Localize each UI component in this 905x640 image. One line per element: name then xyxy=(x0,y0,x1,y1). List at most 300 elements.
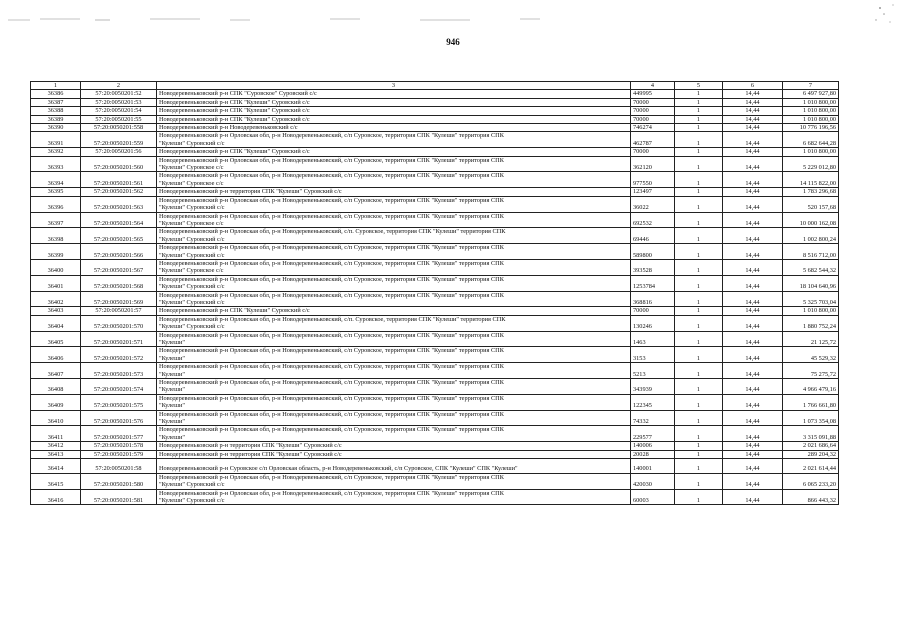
area-cell: 1463 xyxy=(631,331,675,347)
quantity-cell: 1 xyxy=(675,379,723,395)
address-line-1: Новодеревеньковский р-н Орловская обл, р-н Новодеревеньковский, с/п Суровское, территория СПК "Кулеши" территория СПК xyxy=(159,489,504,497)
address-line-2: "Кулеши" xyxy=(159,433,185,441)
address-cell xyxy=(157,115,631,123)
address-line-1: Новодеревеньковский р-н Орловская обл, р-н Новодеревеньковский, с/п Суровское, территория СПК "Кулеши" территория СПК xyxy=(159,473,504,481)
address-line-1: Новодеревеньковский р-н СПК "Кулеши" Суровский с/с xyxy=(159,98,310,106)
table-row xyxy=(31,115,839,123)
rate-cell: 14,44 xyxy=(723,394,783,410)
cadastral-number: 57:20:0050201:54 xyxy=(81,107,157,115)
address-cell xyxy=(157,188,631,196)
quantity-cell: 1 xyxy=(675,196,723,212)
area-cell: 70000 xyxy=(631,98,675,106)
cadastral-number: 57:20:0050201:573 xyxy=(81,363,157,379)
area-cell: 368816 xyxy=(631,291,675,307)
value-cell: 5 325 703,04 xyxy=(783,291,839,307)
rate-cell: 14,44 xyxy=(723,347,783,363)
quantity-cell: 1 xyxy=(675,90,723,98)
cadastral-number: 57:20:0050201:559 xyxy=(81,132,157,148)
address-line-1: Новодеревеньковский р-н СПК "Кулеши" Суровский с/с xyxy=(159,148,310,156)
rate-cell: 14,44 xyxy=(723,307,783,315)
value-cell: 18 104 640,96 xyxy=(783,275,839,291)
cadastral-number: 57:20:0050201:581 xyxy=(81,489,157,505)
quantity-cell: 1 xyxy=(675,442,723,450)
row-number: 36394 xyxy=(31,172,81,188)
address-cell xyxy=(157,107,631,115)
address-line-1: Новодеревеньковский р-н Суровское с/п Орловская область, р-н Новодеревеньковский, с/п Суровское, СПК "Кулеши" СПК "Кулеши" xyxy=(159,465,518,473)
address-line-2: "Кулеши" Суровское с/с xyxy=(159,267,224,275)
table-row xyxy=(31,228,839,244)
rate-cell: 14,44 xyxy=(723,363,783,379)
page-number: 946 xyxy=(446,37,460,47)
value-cell: 1 002 800,24 xyxy=(783,228,839,244)
address-line-2: "Кулеши" Суровский с/с xyxy=(159,204,225,212)
address-line-1: Новодеревеньковский р-н СПК "Суровское" Суровский с/с xyxy=(159,90,317,98)
address-cell xyxy=(157,124,631,132)
address-line-2: "Кулеши" Суровский с/с xyxy=(159,481,225,489)
address-line-2: "Кулеши" Суровский с/с xyxy=(159,298,225,306)
address-line-2: "Кулеши" Суровский с/с xyxy=(159,496,225,504)
table-row xyxy=(31,459,839,474)
area-cell: 420030 xyxy=(631,473,675,489)
area-cell: 229577 xyxy=(631,426,675,442)
quantity-cell: 1 xyxy=(675,132,723,148)
row-number: 36408 xyxy=(31,379,81,395)
rate-cell: 14,44 xyxy=(723,315,783,331)
address-line-1: Новодеревеньковский р-н Орловская обл, р-н Новодеревеньковский, с/п Суровское, территория СПК "Кулеши" территория СПК xyxy=(159,259,504,267)
cadastral-number: 57:20:0050201:567 xyxy=(81,259,157,275)
row-number: 36395 xyxy=(31,188,81,196)
address-cell xyxy=(157,90,631,98)
address-line-1: Новодеревеньковский р-н Орловская обл, р-н Новодеревеньковский, с/п Суровское, территория СПК "Кулеши" территория СПК xyxy=(159,426,504,434)
cadastral-number: 57:20:0050201:576 xyxy=(81,410,157,426)
rate-cell: 14,44 xyxy=(723,132,783,148)
quantity-cell: 1 xyxy=(675,148,723,156)
table-row xyxy=(31,426,839,442)
rate-cell: 14,44 xyxy=(723,228,783,244)
area-cell: 140006 xyxy=(631,442,675,450)
cadastral-number: 57:20:0050201:575 xyxy=(81,394,157,410)
quantity-cell: 1 xyxy=(675,244,723,260)
address-line-1: Новодеревеньковский р-н Орловская обл, р-н Новодеревеньковский, с/п Суровское, территория СПК "Кулеши" территория СПК xyxy=(159,291,504,299)
row-number: 36416 xyxy=(31,489,81,505)
rate-cell: 14,44 xyxy=(723,442,783,450)
address-line-1: Новодеревеньковский р-н Орловская обл, р-н Новодеревеньковский, с/п. Суровское, территория СПК "Кулеши" территория СПК xyxy=(159,228,506,236)
address-line-1: Новодеревеньковский р-н Орловская обл, р-н Новодеревеньковский, с/п Суровское, территория СПК "Кулеши" территория СПК xyxy=(159,212,504,220)
rate-cell: 14,44 xyxy=(723,124,783,132)
row-number: 36413 xyxy=(31,450,81,458)
area-cell: 70000 xyxy=(631,307,675,315)
value-cell: 289 204,32 xyxy=(783,450,839,458)
row-number: 36387 xyxy=(31,98,81,106)
quantity-cell: 1 xyxy=(675,124,723,132)
address-line-1: Новодеревеньковский р-н Орловская обл, р-н Новодеревеньковский, с/п Суровское, территория СПК "Кулеши" территория СПК xyxy=(159,132,504,140)
table-row xyxy=(31,315,839,331)
value-cell: 4 966 479,16 xyxy=(783,379,839,395)
rate-cell: 14,44 xyxy=(723,259,783,275)
area-cell: 74332 xyxy=(631,410,675,426)
value-cell: 45 529,32 xyxy=(783,347,839,363)
row-number: 36399 xyxy=(31,244,81,260)
quantity-cell: 1 xyxy=(675,212,723,228)
area-cell: 692532 xyxy=(631,212,675,228)
quantity-cell: 1 xyxy=(675,259,723,275)
value-cell: 10 000 162,08 xyxy=(783,212,839,228)
quantity-cell: 1 xyxy=(675,228,723,244)
cadastral-number: 57:20:0050201:580 xyxy=(81,473,157,489)
address-cell xyxy=(157,196,631,212)
col-header-7: 7 xyxy=(783,82,839,90)
col-header-3: 3 xyxy=(157,82,631,90)
address-cell xyxy=(157,172,631,188)
rate-cell: 14,44 xyxy=(723,212,783,228)
col-header-4: 4 xyxy=(631,82,675,90)
quantity-cell: 1 xyxy=(675,347,723,363)
table-row xyxy=(31,331,839,347)
quantity-cell: 1 xyxy=(675,426,723,442)
row-number: 36402 xyxy=(31,291,81,307)
quantity-cell: 1 xyxy=(675,156,723,172)
address-line-2: "Кулеши" Суровский с/с xyxy=(159,323,225,331)
quantity-cell: 1 xyxy=(675,315,723,331)
value-cell: 1 073 354,08 xyxy=(783,410,839,426)
quantity-cell: 1 xyxy=(675,410,723,426)
value-cell: 5 229 012,80 xyxy=(783,156,839,172)
address-line-2: "Кулеши" xyxy=(159,418,185,426)
address-cell xyxy=(157,212,631,228)
row-number: 36410 xyxy=(31,410,81,426)
address-line-2: "Кулеши" xyxy=(159,386,185,394)
cadastral-number: 57:20:0050201:569 xyxy=(81,291,157,307)
address-line-2: "Кулеши" Суровский с/с xyxy=(159,235,225,243)
rate-cell: 14,44 xyxy=(723,450,783,458)
table-row xyxy=(31,98,839,106)
cadastral-number: 57:20:0050201:572 xyxy=(81,347,157,363)
rate-cell: 14,44 xyxy=(723,473,783,489)
address-line-1: Новодеревеньковский р-н Орловская обл, р-н Новодеревеньковский, с/п Суровское, территория СПК "Кулеши" территория СПК xyxy=(159,156,504,164)
table-row xyxy=(31,107,839,115)
quantity-cell: 1 xyxy=(675,363,723,379)
row-number: 36390 xyxy=(31,124,81,132)
cadastral-number: 57:20:0050201:577 xyxy=(81,426,157,442)
value-cell: 2 021 614,44 xyxy=(783,459,839,474)
address-line-1: Новодеревеньковский р-н Орловская обл, р-н Новодеревеньковский, с/п Суровское, территория СПК "Кулеши" территория СПК xyxy=(159,379,504,387)
quantity-cell: 1 xyxy=(675,473,723,489)
area-cell: 977550 xyxy=(631,172,675,188)
col-header-1: 1 xyxy=(31,82,81,90)
table-row xyxy=(31,307,839,315)
address-cell xyxy=(157,244,631,260)
cadastral-number: 57:20:0050201:568 xyxy=(81,275,157,291)
address-cell xyxy=(157,379,631,395)
table-row xyxy=(31,124,839,132)
area-cell: 5213 xyxy=(631,363,675,379)
area-cell: 343939 xyxy=(631,379,675,395)
rate-cell: 14,44 xyxy=(723,244,783,260)
address-cell xyxy=(157,98,631,106)
cadastral-number: 57:20:0050201:563 xyxy=(81,196,157,212)
value-cell: 520 157,68 xyxy=(783,196,839,212)
area-cell: 60003 xyxy=(631,489,675,505)
value-cell: 1 010 800,00 xyxy=(783,115,839,123)
area-cell: 393528 xyxy=(631,259,675,275)
table-row xyxy=(31,473,839,489)
row-number: 36400 xyxy=(31,259,81,275)
rate-cell: 14,44 xyxy=(723,196,783,212)
address-line-1: Новодеревеньковский р-н Орловская обл, р-н Новодеревеньковский, с/п Суровское, территория СПК "Кулеши" территория СПК xyxy=(159,172,504,180)
table-row xyxy=(31,489,839,505)
cadastral-number: 57:20:0050201:564 xyxy=(81,212,157,228)
address-line-2: "Кулеши" xyxy=(159,354,185,362)
rate-cell: 14,44 xyxy=(723,379,783,395)
address-line-2: "Кулеши" Суровское с/с xyxy=(159,164,224,172)
cadastral-number: 57:20:0050201:574 xyxy=(81,379,157,395)
col-header-5: 5 xyxy=(675,82,723,90)
rate-cell: 14,44 xyxy=(723,426,783,442)
row-number: 36388 xyxy=(31,107,81,115)
area-cell: 70000 xyxy=(631,115,675,123)
table-row xyxy=(31,450,839,458)
value-cell: 1 783 296,68 xyxy=(783,188,839,196)
table-row xyxy=(31,90,839,98)
address-line-1: Новодеревеньковский р-н территория СПК "Кулеши" Суровский с/с xyxy=(159,442,342,450)
area-cell: 449995 xyxy=(631,90,675,98)
cadastral-number: 57:20:0050201:52 xyxy=(81,90,157,98)
address-line-1: Новодеревеньковский р-н Орловская обл, р-н Новодеревеньковский, с/п Суровское, территория СПК "Кулеши" территория СПК xyxy=(159,196,504,204)
col-header-2: 2 xyxy=(81,82,157,90)
rate-cell: 14,44 xyxy=(723,172,783,188)
rate-cell: 14,44 xyxy=(723,489,783,505)
value-cell: 2 021 686,64 xyxy=(783,442,839,450)
table-row xyxy=(31,259,839,275)
table-row xyxy=(31,394,839,410)
table-row xyxy=(31,410,839,426)
cadastral-number: 57:20:0050201:560 xyxy=(81,156,157,172)
cadastral-number: 57:20:0050201:571 xyxy=(81,331,157,347)
col-header-6: 6 xyxy=(723,82,783,90)
value-cell: 1 880 752,24 xyxy=(783,315,839,331)
value-cell: 1 010 800,00 xyxy=(783,148,839,156)
value-cell: 1 010 800,00 xyxy=(783,98,839,106)
table-row xyxy=(31,244,839,260)
row-number: 36415 xyxy=(31,473,81,489)
address-cell xyxy=(157,473,631,489)
area-cell: 130246 xyxy=(631,315,675,331)
address-line-2: "Кулеши" Суровское с/с xyxy=(159,219,224,227)
table-row xyxy=(31,291,839,307)
table-row xyxy=(31,188,839,196)
table-row xyxy=(31,442,839,450)
cadastral-number: 57:20:0050201:578 xyxy=(81,442,157,450)
rate-cell: 14,44 xyxy=(723,188,783,196)
address-line-1: Новодеревеньковский р-н Орловская обл, р-н Новодеревеньковский, с/п Суровское, территория СПК "Кулеши" территория СПК xyxy=(159,394,504,402)
row-number: 36404 xyxy=(31,315,81,331)
rate-cell: 14,44 xyxy=(723,107,783,115)
cadastral-number: 57:20:0050201:558 xyxy=(81,124,157,132)
table-body xyxy=(31,90,839,505)
address-cell xyxy=(157,307,631,315)
value-cell: 1 010 800,00 xyxy=(783,307,839,315)
rate-cell: 14,44 xyxy=(723,148,783,156)
value-cell: 6 682 644,28 xyxy=(783,132,839,148)
address-line-2: "Кулеши" Суровский с/с xyxy=(159,251,225,259)
row-number: 36414 xyxy=(31,459,81,474)
address-line-1: Новодеревеньковский р-н Новодеревеньковский с/с xyxy=(159,124,298,132)
rate-cell: 14,44 xyxy=(723,331,783,347)
table-row xyxy=(31,148,839,156)
address-cell xyxy=(157,148,631,156)
area-cell: 140001 xyxy=(631,459,675,474)
area-cell: 1253784 xyxy=(631,275,675,291)
quantity-cell: 1 xyxy=(675,172,723,188)
area-cell: 362120 xyxy=(631,156,675,172)
quantity-cell: 1 xyxy=(675,331,723,347)
table-row xyxy=(31,172,839,188)
address-line-1: Новодеревеньковский р-н Орловская обл, р-н Новодеревеньковский, с/п. Суровское, территория СПК "Кулеши" территория СПК xyxy=(159,315,506,323)
cadastral-number: 57:20:0050201:55 xyxy=(81,115,157,123)
area-cell: 122345 xyxy=(631,394,675,410)
area-cell: 589800 xyxy=(631,244,675,260)
area-cell: 70000 xyxy=(631,148,675,156)
value-cell: 10 776 196,56 xyxy=(783,124,839,132)
address-cell xyxy=(157,132,631,148)
address-line-2: "Кулеши" xyxy=(159,402,185,410)
quantity-cell: 1 xyxy=(675,459,723,474)
row-number: 36412 xyxy=(31,442,81,450)
table-row xyxy=(31,212,839,228)
address-cell xyxy=(157,442,631,450)
address-line-2: "Кулеши" xyxy=(159,339,185,346)
row-number: 36391 xyxy=(31,132,81,148)
address-line-1: Новодеревеньковский р-н территория СПК "Кулеши" Суровский с/с xyxy=(159,188,342,196)
address-cell xyxy=(157,450,631,458)
address-cell xyxy=(157,156,631,172)
header-row xyxy=(31,82,839,90)
quantity-cell: 1 xyxy=(675,98,723,106)
quantity-cell: 1 xyxy=(675,450,723,458)
value-cell: 75 275,72 xyxy=(783,363,839,379)
quantity-cell: 1 xyxy=(675,394,723,410)
value-cell: 6 497 927,80 xyxy=(783,90,839,98)
cadastral-number: 57:20:0050201:56 xyxy=(81,148,157,156)
value-cell: 14 115 822,00 xyxy=(783,172,839,188)
quantity-cell: 1 xyxy=(675,489,723,505)
row-number: 36397 xyxy=(31,212,81,228)
address-line-1: Новодеревеньковский р-н Орловская обл, р-н Новодеревеньковский, с/п Суровское, территория СПК "Кулеши" территория СПК xyxy=(159,347,504,355)
area-cell: 746274 xyxy=(631,124,675,132)
row-number: 36401 xyxy=(31,275,81,291)
table-row xyxy=(31,196,839,212)
quantity-cell: 1 xyxy=(675,307,723,315)
area-cell: 3153 xyxy=(631,347,675,363)
row-number: 36411 xyxy=(31,426,81,442)
address-cell xyxy=(157,459,631,474)
address-line-1: Новодеревеньковский р-н Орловская обл, р-н Новодеревеньковский, с/п Суровское, территория СПК "Кулеши" территория СПК xyxy=(159,244,504,252)
row-number: 36403 xyxy=(31,307,81,315)
area-cell: 36022 xyxy=(631,196,675,212)
row-number: 36393 xyxy=(31,156,81,172)
address-cell xyxy=(157,331,631,347)
area-cell: 69446 xyxy=(631,228,675,244)
address-line-2: "Кулеши" Суровский с/с xyxy=(159,139,225,147)
address-line-2: "Кулеши" xyxy=(159,370,185,378)
cadastral-number: 57:20:0050201:570 xyxy=(81,315,157,331)
address-cell xyxy=(157,291,631,307)
address-line-1: Новодеревеньковский р-н СПК "Кулеши" Суровский с/с xyxy=(159,107,310,115)
cadastral-number: 57:20:0050201:566 xyxy=(81,244,157,260)
cadastral-number: 57:20:0050201:57 xyxy=(81,307,157,315)
quantity-cell: 1 xyxy=(675,275,723,291)
row-number: 36409 xyxy=(31,394,81,410)
address-line-1: Новодеревеньковский р-н Орловская обл, р-н Новодеревеньковский, с/п Суровское, территория СПК "Кулеши" территория СПК xyxy=(159,363,504,371)
address-cell xyxy=(157,275,631,291)
value-cell: 1 766 661,80 xyxy=(783,394,839,410)
address-line-2: "Кулеши" Суровское с/с xyxy=(159,179,224,187)
rate-cell: 14,44 xyxy=(723,410,783,426)
address-line-1: Новодеревеньковский р-н СПК "Кулеши" Суровский с/с xyxy=(159,115,310,123)
address-line-2: "Кулеши" Суровский с/с xyxy=(159,283,225,291)
address-cell xyxy=(157,394,631,410)
table-row xyxy=(31,363,839,379)
rate-cell: 14,44 xyxy=(723,90,783,98)
quantity-cell: 1 xyxy=(675,291,723,307)
table-row xyxy=(31,275,839,291)
cadastral-number: 57:20:0050201:561 xyxy=(81,172,157,188)
table-row xyxy=(31,132,839,148)
cadastral-number: 57:20:0050201:58 xyxy=(81,459,157,474)
address-line-1: Новодеревеньковский р-н СПК "Кулеши" Суровский с/с xyxy=(159,307,310,315)
row-number: 36396 xyxy=(31,196,81,212)
rate-cell: 14,44 xyxy=(723,98,783,106)
value-cell: 866 443,32 xyxy=(783,489,839,505)
table-row xyxy=(31,156,839,172)
row-number: 36398 xyxy=(31,228,81,244)
address-cell xyxy=(157,426,631,442)
row-number: 36405 xyxy=(31,331,81,347)
area-cell: 462787 xyxy=(631,132,675,148)
address-cell xyxy=(157,259,631,275)
quantity-cell: 1 xyxy=(675,115,723,123)
quantity-cell: 1 xyxy=(675,107,723,115)
table-row xyxy=(31,379,839,395)
value-cell: 3 315 091,88 xyxy=(783,426,839,442)
quantity-cell: 1 xyxy=(675,188,723,196)
row-number: 36392 xyxy=(31,148,81,156)
value-cell: 8 516 712,00 xyxy=(783,244,839,260)
cadastral-number: 57:20:0050201:565 xyxy=(81,228,157,244)
area-cell: 123497 xyxy=(631,188,675,196)
address-cell xyxy=(157,410,631,426)
address-line-1: Новодеревеньковский р-н Орловская обл, р-н Новодеревеньковский, с/п Суровское, территория СПК "Кулеши" территория СПК xyxy=(159,331,504,339)
value-cell: 21 125,72 xyxy=(783,331,839,347)
address-cell xyxy=(157,363,631,379)
address-cell xyxy=(157,489,631,505)
row-number: 36406 xyxy=(31,347,81,363)
address-cell xyxy=(157,347,631,363)
cadastral-number: 57:20:0050201:579 xyxy=(81,450,157,458)
address-cell xyxy=(157,315,631,331)
address-line-1: Новодеревеньковский р-н территория СПК "Кулеши" Суровский с/с xyxy=(159,450,342,458)
value-cell: 6 065 233,20 xyxy=(783,473,839,489)
address-cell xyxy=(157,228,631,244)
area-cell: 20028 xyxy=(631,450,675,458)
cadastral-number: 57:20:0050201:53 xyxy=(81,98,157,106)
scan-noise-header xyxy=(0,0,905,30)
value-cell: 1 010 800,00 xyxy=(783,107,839,115)
rate-cell: 14,44 xyxy=(723,459,783,474)
row-number: 36407 xyxy=(31,363,81,379)
area-cell: 70000 xyxy=(631,107,675,115)
register-table xyxy=(30,81,839,505)
